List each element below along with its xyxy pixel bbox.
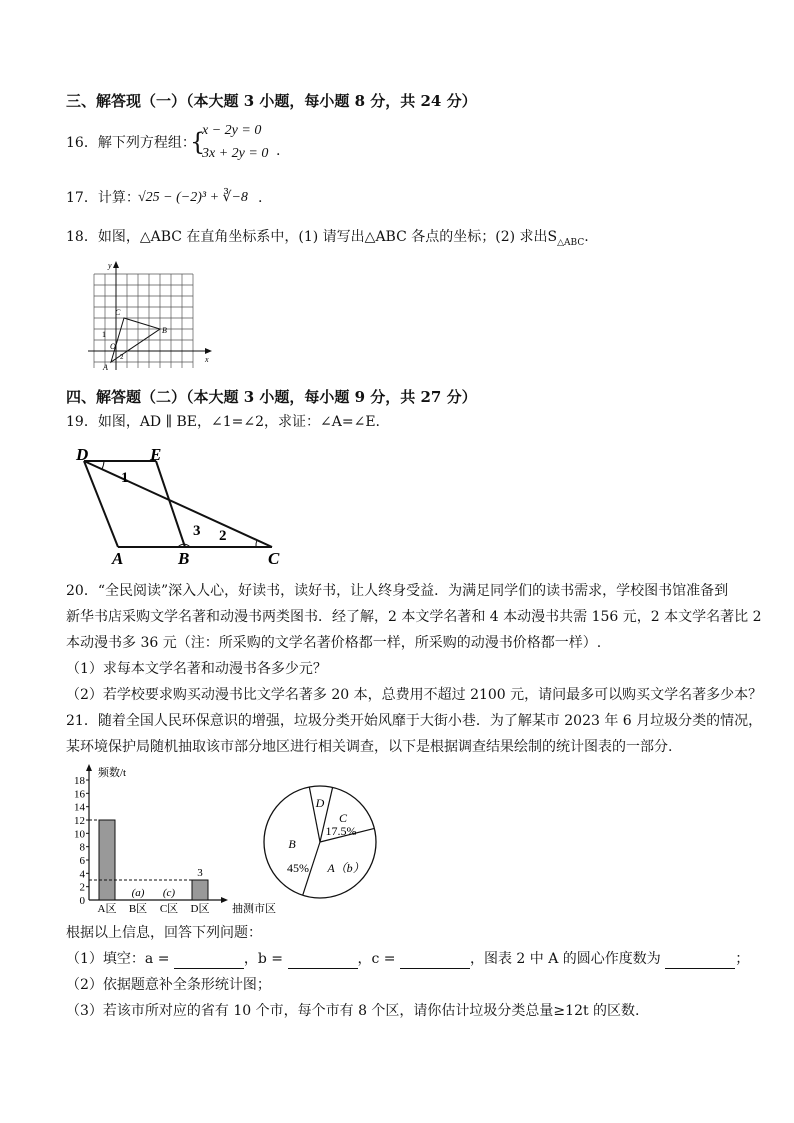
y-axis-label: y — [108, 261, 112, 270]
q17-suffix: . — [258, 190, 263, 206]
q21-part1-start: （1）填空：a = — [66, 951, 170, 967]
q20-line2: 新华书店采购文学名著和动漫书两类图书．经了解，2 本文学名著和 4 本动漫书共需 156 元，2 本文学名著比 2 — [66, 609, 762, 625]
q19-text: 19．如图，AD ∥ BE，∠1=∠2，求证：∠A=∠E. — [66, 414, 381, 430]
fig19-angle-3: 3 — [193, 523, 201, 539]
pie-label-a: A（b） — [327, 861, 365, 875]
coordinate-grid-figure — [86, 258, 216, 376]
pie-value-c: 17.5% — [325, 824, 357, 838]
q21-after-text: 根据以上信息，回答下列问题： — [66, 925, 262, 941]
q20-line1: 20．“全民阅读”深入人心，好读书，读好书，让人终身受益．为满足同学们的读书需求，学校图书馆准备到 — [66, 583, 729, 599]
fig19-angle-2: 2 — [219, 528, 227, 544]
bar-chart-xlabel: 抽测市区 — [232, 903, 276, 915]
bar-ytick-label: 8 — [79, 841, 85, 854]
bar-value-label: (c) — [162, 887, 176, 899]
bar-ytick-label: 10 — [74, 828, 85, 841]
q16-eq2: 3x + 2y = 0 — [202, 146, 269, 161]
q17-expression: √25 − (−2)³ + ∛−8 — [138, 190, 248, 205]
bar-category-label: A区 — [97, 903, 117, 915]
grid-point-b: B — [162, 326, 167, 335]
blank-a[interactable] — [174, 954, 244, 969]
grid-point-a: A — [103, 363, 108, 372]
q18-subscript: △ABC — [557, 237, 585, 248]
bar-ytick-label: 4 — [79, 868, 85, 881]
bar-D区 — [192, 880, 208, 900]
q16-eq1: x − 2y = 0 — [202, 123, 262, 138]
bar-value-label: 3 — [197, 867, 203, 879]
pie-label-c: C — [338, 811, 348, 825]
x-axis-label: x — [205, 355, 209, 364]
q21-part1-b: ，b = — [243, 951, 284, 967]
q16-brace: { — [190, 128, 206, 156]
section3-title: 三、解答现（一）（本大题 3 小题，每小题 8 分，共 24 分） — [66, 92, 477, 110]
bar-A区 — [99, 820, 115, 900]
blank-b[interactable] — [288, 954, 358, 969]
q20-part1: （1）求每本文学名著和动漫书各多少元？ — [66, 661, 327, 677]
bar-value-label: (a) — [131, 887, 145, 899]
bar-ytick-label: 0 — [79, 895, 85, 907]
q20-part2: （2）若学校要求购买动漫书比文学名著多 20 本，总费用不超过 2100 元，请问最多可以购买文学名著多少本？ — [66, 687, 763, 703]
q20-line3: 本动漫书多 36 元（注：所采购的文学名著价格都一样，所采购的动漫书价格都一样）. — [66, 635, 602, 651]
q21-line2: 某环境保护局随机抽取该市部分地区进行相关调查，以下是根据调查结果绘制的统计图表的一部分. — [66, 739, 673, 755]
pie-label-d: D — [315, 796, 325, 810]
q21-part1-tail: ； — [735, 951, 750, 967]
geometry-figure-q19 — [64, 440, 300, 570]
grid-point-o: O — [110, 342, 116, 351]
grid-tick-1: 1 — [102, 330, 106, 339]
fig19-point-c: C — [268, 549, 280, 568]
fig19-point-e: E — [150, 445, 162, 464]
bar-chart-ylabel: 频数/t — [98, 767, 127, 779]
q21-part2: （2）依据题意补全条形统计图； — [66, 977, 271, 993]
blank-angle[interactable] — [665, 954, 735, 969]
bar-category-label: D区 — [190, 903, 210, 915]
q21-line1: 21．随着全国人民环保意识的增强，垃圾分类开始风靡于大街小巷．为了解某市 2023 年 6 月垃圾分类的情况， — [66, 713, 763, 729]
q21-part1-c: ，c = — [357, 951, 396, 967]
q21-part1-end: ，图表 2 中 A 的圆心作度数为 — [469, 951, 661, 967]
pie-label-b: B — [288, 837, 296, 851]
bar-category-label: C区 — [159, 903, 179, 915]
grid-tick-2: 2 — [120, 353, 124, 361]
q18-text: 18．如图，△ABC 在直角坐标系中，(1) 请写出△ABC 各点的坐标；(2) 求出$S_{\triangle ABC}$. — [66, 229, 589, 248]
fig19-point-b: B — [178, 549, 190, 568]
q17-prefix: 17．计算： — [66, 190, 140, 206]
section4-title: 四、解答题（二）（本大题 3 小题，每小题 9 分，共 27 分） — [66, 388, 477, 406]
pie-value-b: 45% — [287, 861, 309, 875]
fig19-point-d: D — [76, 445, 89, 464]
q21-part3: （3）若该市所对应的省有 10 个市，每个市有 8 个区，请你估计垃圾分类总量≥12t 的区数. — [66, 1003, 640, 1019]
blank-c[interactable] — [400, 954, 470, 969]
grid-point-c: C — [115, 308, 121, 317]
bar-ytick-label: 14 — [74, 801, 85, 814]
bar-ytick-label: 6 — [79, 855, 85, 867]
bar-ytick-label: 18 — [74, 775, 85, 787]
q21-part1 — [66, 949, 749, 969]
q16-prefix: 16．解下列方程组： — [66, 135, 196, 151]
pie-chart — [258, 780, 382, 904]
fig19-point-a: A — [112, 549, 124, 568]
bar-ytick-label: 12 — [74, 815, 85, 827]
fig19-angle-1: 1 — [121, 470, 129, 486]
bar-ytick-label: 2 — [79, 881, 85, 894]
bar-ytick-label: 16 — [74, 788, 85, 801]
q16-suffix: . — [276, 143, 281, 159]
bar-category-label: B区 — [128, 903, 148, 915]
